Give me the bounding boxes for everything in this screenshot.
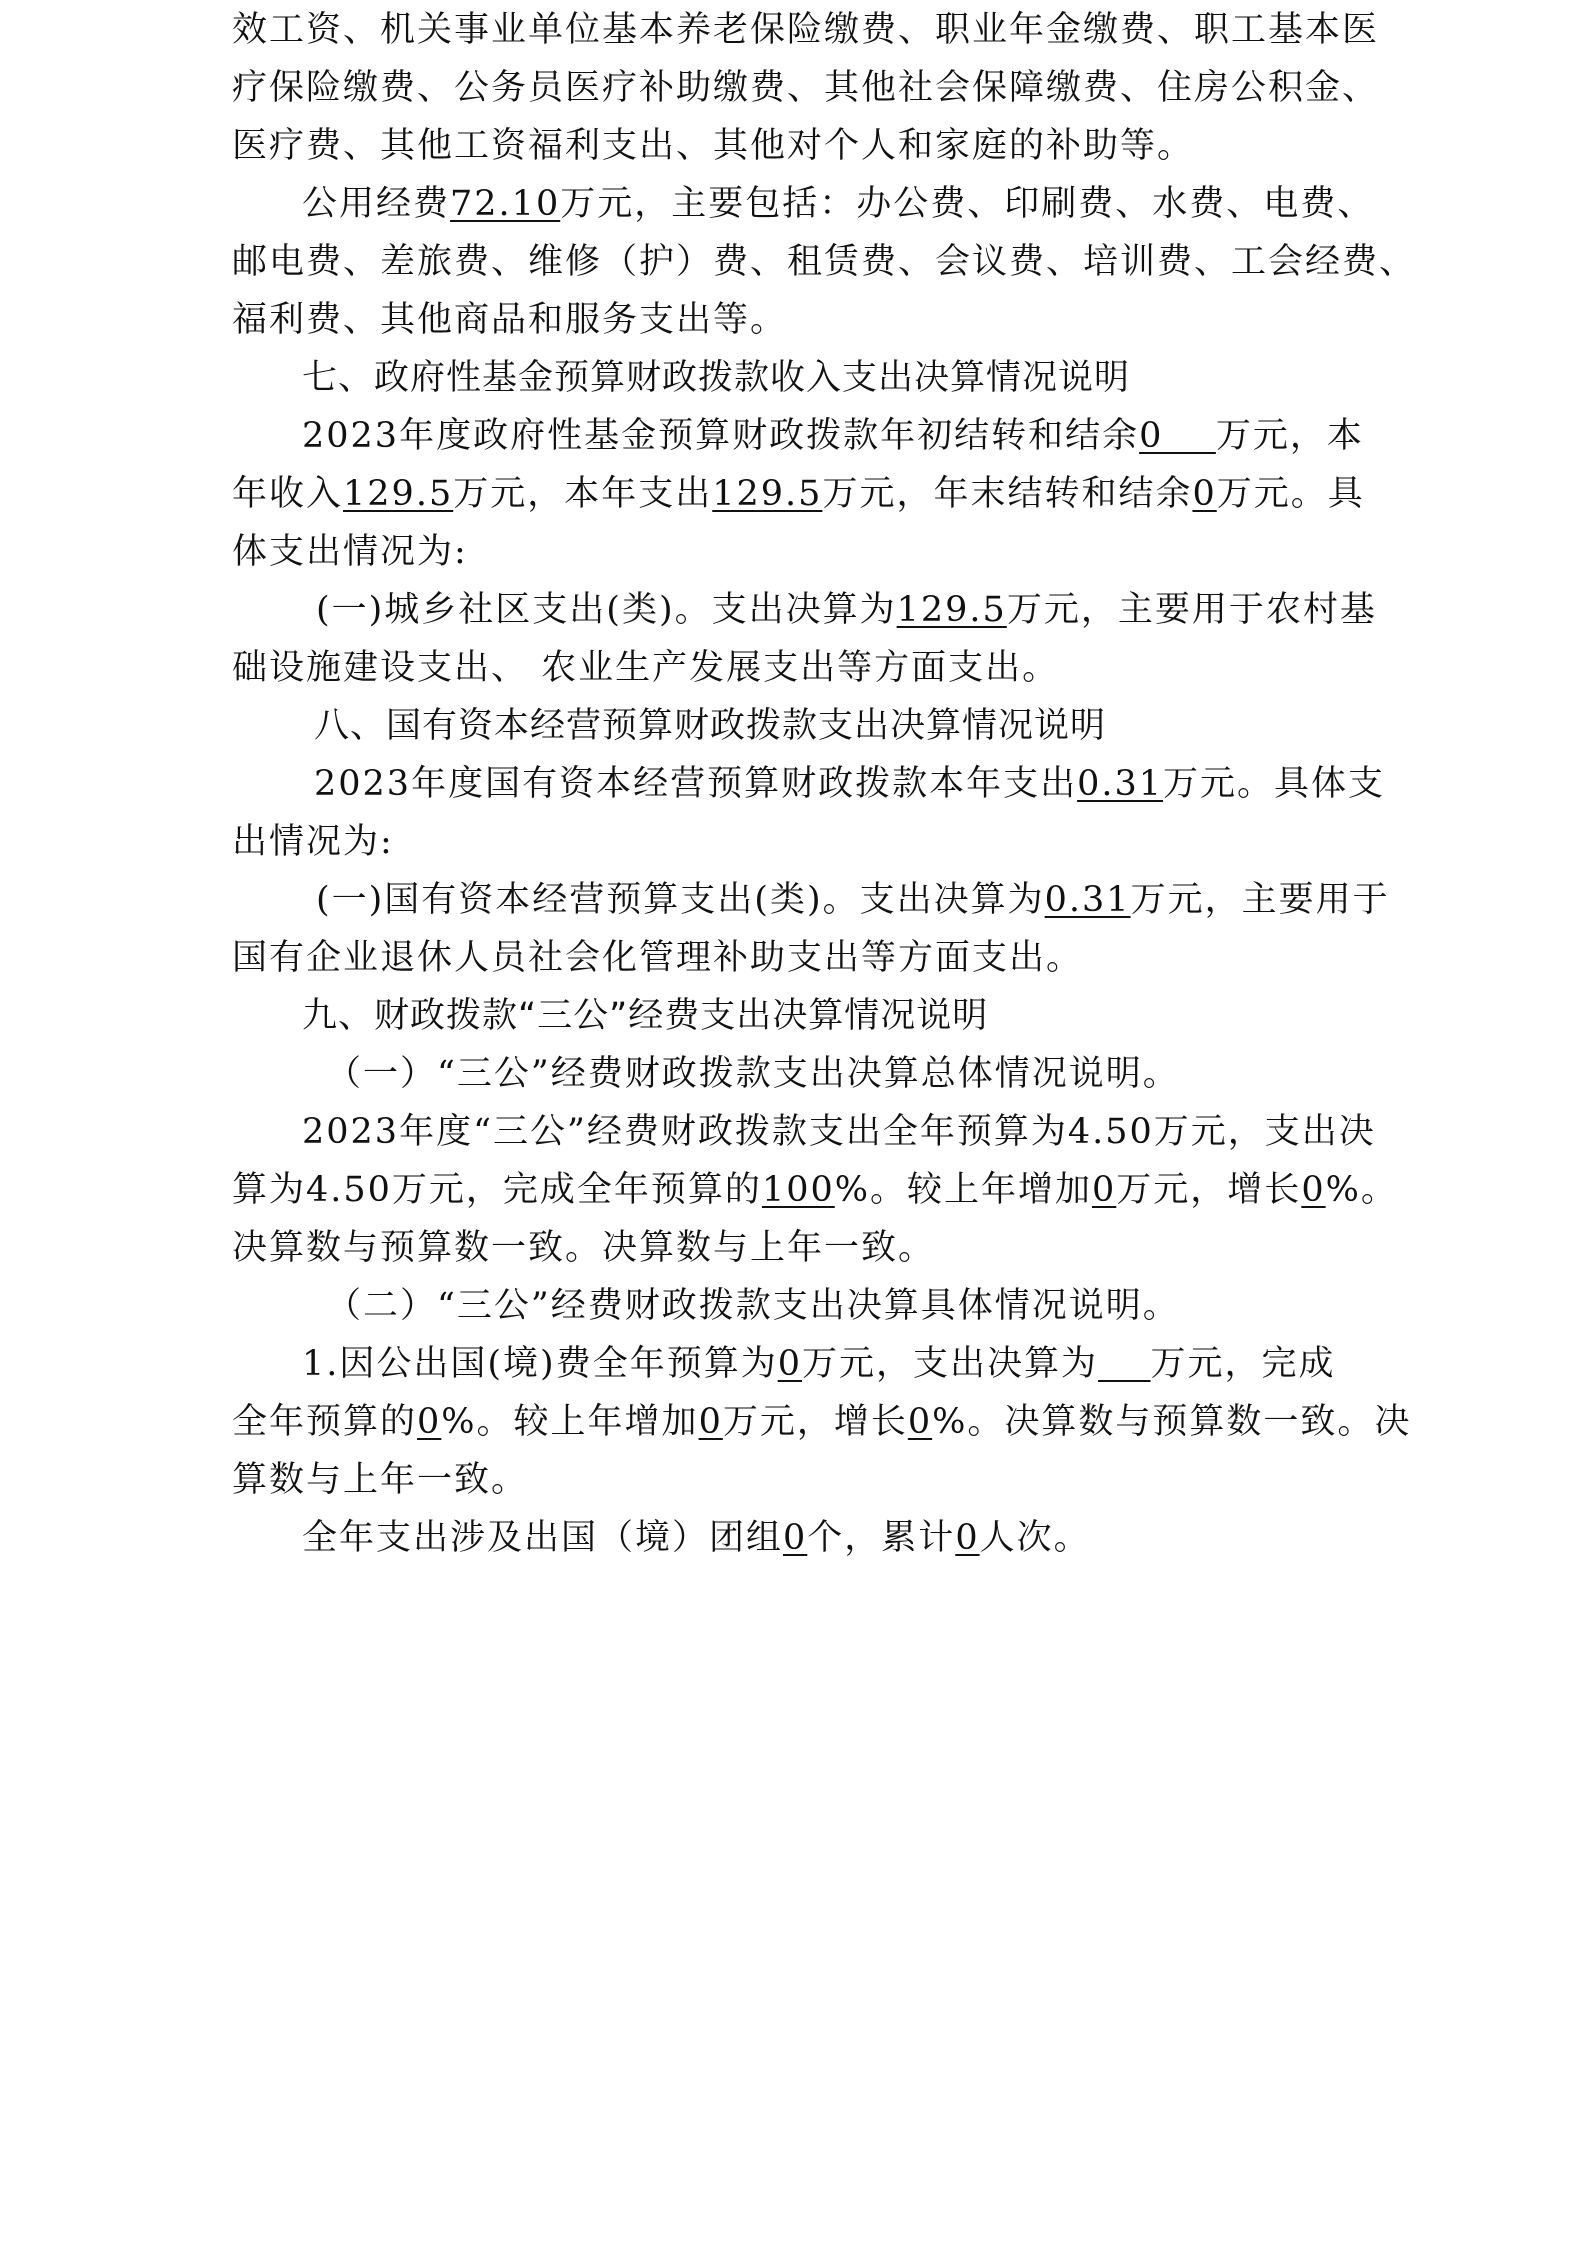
amount-value: 0 [1192, 474, 1217, 514]
amount-value: 100 [761, 1170, 835, 1210]
paragraph-line: (一)国有资本经营预算支出(类)。支出决算为0.31万元，主要用于 [316, 880, 1390, 920]
subsection-heading: （二）“三公”经费财政拨款支出决算具体情况说明。 [326, 1286, 1180, 1326]
amount-value: 0 [955, 1518, 980, 1558]
amount-value: 129.5 [712, 474, 823, 514]
amount-value: 129.5 [896, 590, 1007, 630]
amount-value: 0 [417, 1402, 442, 1442]
section-heading: 八、国有资本经营预算财政拨款支出决算情况说明 [314, 706, 1107, 746]
amount-value [1098, 1344, 1151, 1384]
amount-value: 0.31 [1044, 880, 1131, 920]
paragraph-line: 2023年度国有资本经营预算财政拨款本年支出0.31万元。具体支 [314, 764, 1386, 804]
amount-value: 0 [698, 1402, 723, 1442]
paragraph-line: 2023年度政府性基金预算财政拨款年初结转和结余0 万元，本 [302, 416, 1364, 456]
subsection-heading: （一）“三公”经费财政拨款支出决算总体情况说明。 [326, 1054, 1180, 1094]
amount-value: 0 [777, 1344, 802, 1384]
paragraph-line: 公用经费72.10万元，主要包括：办公费、印刷费、水费、电费、 [302, 184, 1375, 224]
paragraph-line: 决算数与预算数一致。决算数与上年一致。 [232, 1228, 936, 1268]
paragraph-line: 效工资、机关事业单位基本养老保险缴费、职业年金缴费、职工基本医 [232, 10, 1380, 50]
amount-value: 129.5 [343, 474, 454, 514]
section-heading: 七、政府性基金预算财政拨款收入支出决算情况说明 [302, 358, 1131, 398]
paragraph-line: 体支出情况为: [232, 532, 468, 572]
amount-value: 0 [1301, 1170, 1326, 1210]
paragraph-line: 算为4.50万元，完成全年预算的100%。较上年增加0万元，增长0%。 [232, 1170, 1398, 1210]
paragraph-line: 算数与上年一致。 [232, 1460, 529, 1500]
paragraph-line: 年收入129.5万元，本年支出129.5万元，年末结转和结余0万元。具 [232, 474, 1365, 514]
paragraph-line: 国有企业退休人员社会化管理补助支出等方面支出。 [232, 938, 1084, 978]
paragraph-line: 1.因公出国(境)费全年预算为0万元，支出决算为 万元，完成 [302, 1344, 1336, 1384]
paragraph-line: 全年预算的0%。较上年增加0万元，增长0%。决算数与预算数一致。决 [232, 1402, 1412, 1442]
paragraph-line: 础设施建设支出、 农业生产发展支出等方面支出。 [232, 648, 1060, 688]
paragraph-line: 医疗费、其他工资福利支出、其他对个人和家庭的补助等。 [232, 126, 1195, 166]
amount-value: 0 [1139, 416, 1216, 456]
paragraph-line: 邮电费、差旅费、维修（护）费、租赁费、会议费、培训费、工会经费、 [232, 242, 1417, 282]
amount-value: 0 [783, 1518, 808, 1558]
amount-value: 0.31 [1077, 764, 1164, 804]
paragraph-line: 全年支出涉及出国（境）团组0个，累计0人次。 [302, 1518, 1091, 1558]
paragraph-line: 疗保险缴费、公务员医疗补助缴费、其他社会保障缴费、住房公积金、 [232, 68, 1380, 108]
section-heading: 九、财政拨款“三公”经费支出决算情况说明 [302, 996, 989, 1036]
paragraph-line: 出情况为: [232, 822, 394, 862]
paragraph-line: 2023年度“三公”经费财政拨款支出全年预算为4.50万元，支出决 [302, 1112, 1376, 1152]
amount-value: 72.10 [450, 184, 561, 224]
amount-value: 0 [907, 1402, 933, 1442]
paragraph-line: 福利费、其他商品和服务支出等。 [232, 300, 788, 340]
amount-value: 0 [1092, 1170, 1117, 1210]
paragraph-line: (一)城乡社区支出(类)。支出决算为129.5万元，主要用于农村基 [316, 590, 1377, 630]
